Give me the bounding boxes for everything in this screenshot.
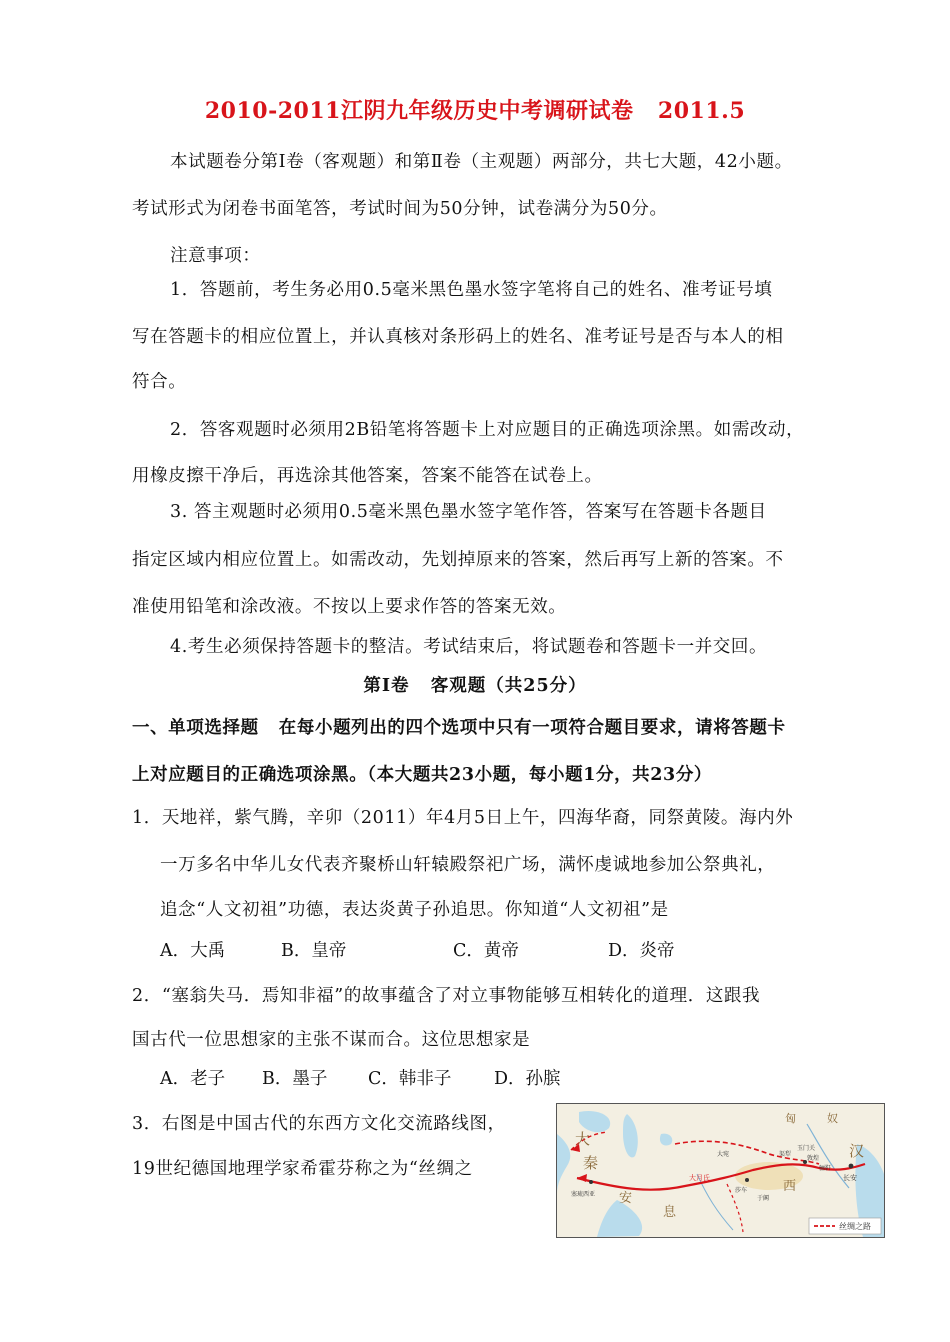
map-label-xiongnu2: 奴 [827,1112,838,1125]
q1-option-b: B．皇帝 [281,941,347,961]
map-label-qin: 秦 [583,1154,599,1172]
q2-line-1: 2．“塞翁失马．焉知非福”的故事蕴含了对立事物能够互相转化的道理．这跟我 [132,986,761,1006]
map-label-xi2: 西 [783,1179,797,1194]
notice-item-2b: 用橡皮擦干净后，再选涂其他答案，答案不能答在试卷上。 [132,466,603,486]
q2-option-c: C．韩非子 [368,1069,452,1089]
map-label-xiongnu1: 匈 [785,1112,796,1125]
part1-instruction-2: 上对应题目的正确选项涂黑。（本大题共23小题，每小题1分，共23分） [132,765,713,785]
notice-item-3c: 准使用铅笔和涂改液。不按以上要求作答的答案无效。 [132,597,567,617]
q3-line-1: 3．右图是中国古代的东西方文化交流路线图， [132,1114,506,1134]
map-city-shache [745,1178,749,1182]
map-label-xi: 息 [663,1205,677,1220]
map-label-dunhuang: 敦煌 [807,1155,820,1162]
q1-option-a: A．大禹 [160,941,226,961]
part1-instruction-1: 一、单项选择题 在每小题列出的四个选项中只有一项符合题目要求，请将答题卡 [132,718,786,738]
q2-line-2: 国古代一位思想家的主张不谋而合。这位思想家是 [132,1030,531,1050]
notice-item-1c: 符合。 [132,372,187,392]
map-city-changan [849,1164,854,1169]
notice-item-1b: 写在答题卡的相应位置上，并认真核对条形码上的姓名、准考证号是否与本人的相 [132,327,784,347]
map-label-yutian: 于阗 [757,1195,770,1202]
notice-item-4: 4.考生必须保持答题卡的整洁。考试结束后，将试题卷和答题卡一并交回。 [170,637,768,657]
notice-heading: 注意事项： [170,246,261,266]
map-legend-label: 丝绸之路 [839,1222,871,1231]
map-label-seleucia: 塞琉西亚 [571,1191,596,1198]
silk-road-map [556,1103,885,1238]
q3-line-2: 19世纪德国地理学家希霍芬称之为“丝绸之 [132,1159,473,1179]
map-label-yumen: 玉门关 [797,1145,816,1152]
intro-line-2: 考试形式为闭卷书面笔答，考试时间为50分钟，试卷满分为50分。 [132,199,668,219]
q1-line-1: 1．天地祥，紫气腾，辛卯（2011）年4月5日上午，四海华裔，同祭黄陵。海内外 [132,808,794,828]
notice-item-3b: 指定区域内相应位置上。如需改动，先划掉原来的答案，然后再写上新的答案。不 [132,550,784,570]
map-label-quli: 渠犁 [779,1151,792,1158]
q1-line-2: 一万多名中华儿女代表齐聚桥山轩辕殿祭祀广场，满怀虔诚地参加公祭典礼， [160,855,776,875]
map-label-shache: 莎车 [735,1187,748,1194]
q2-option-a: A．老子 [160,1069,226,1089]
part1-heading: 第Ⅰ卷 客观题（共25分） [363,676,587,696]
map-label-liqi: 骊靬 [819,1165,832,1172]
map-label-han: 汉 [849,1142,865,1160]
notice-item-1a: 1．答题前，考生务必用0.5毫米黑色墨水签字笔将自己的姓名、准考证号填 [170,280,773,300]
q1-option-c: C．黄帝 [453,941,519,961]
q2-option-b: B．墨子 [262,1069,328,1089]
map-label-dayuezhi: 大月氏 [689,1174,710,1182]
map-city-seleucia [589,1180,593,1184]
q1-line-3: 追念“人文初祖”功德，表达炎黄子孙追思。你知道“人文初祖”是 [160,900,669,920]
map-label-changan: 长安 [843,1174,857,1182]
notice-item-2a: 2．答客观题时必须用2B铅笔将答题卡上对应题目的正确选项涂黑。如需改动， [170,420,805,440]
map-label-da: 大 [575,1130,591,1148]
q1-option-d: D．炎帝 [608,941,675,961]
map-label-dawan: 大宛 [717,1151,730,1158]
map-label-an: 安 [619,1191,633,1206]
intro-line-1: 本试题卷分第Ⅰ卷（客观题）和第Ⅱ卷（主观题）两部分，共七大题，42小题。 [170,152,793,172]
q2-option-d: D．孙膑 [494,1069,561,1089]
exam-title: 2010-2011江阴九年级历史中考调研试卷 2011.5 [204,98,746,124]
notice-item-3a: 3. 答主观题时必须用0.5毫米黑色墨水签字笔作答，答案写在答题卡各题目 [170,502,767,522]
